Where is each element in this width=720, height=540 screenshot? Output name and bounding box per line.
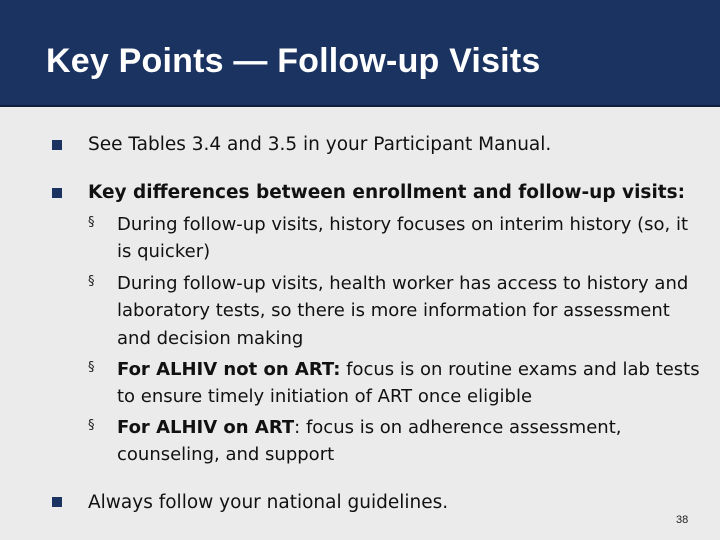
subitem-on-art-text: : focus is on adherence assessment, counseling, and support	[117, 417, 622, 466]
subitem-not-on-art-text: focus is on routine exams and lab tests to ensure timely initiation of ART once eligible	[117, 359, 700, 408]
sub-bullet-icon: §	[88, 360, 95, 375]
slide-title: Key Points — Follow-up Visits	[46, 42, 541, 80]
subitem-on-art-label: For ALHIV on ART	[117, 417, 295, 438]
page-number: 38	[676, 514, 689, 526]
bullet-key-differences: Key differences between enrollment and follow-up visits:	[88, 182, 686, 203]
bullet-tables-reference: See Tables 3.4 and 3.5 in your Participant Manual.	[88, 134, 552, 155]
sub-bullet-icon: §	[88, 215, 95, 230]
sub-bullet-icon: §	[88, 274, 95, 289]
square-bullet-icon	[52, 140, 62, 150]
subitem-on-art	[117, 414, 707, 469]
title-bar	[0, 0, 720, 107]
subitem-lab-tests: During follow-up visits, health worker has access to history and laboratory tests, so there is more information for assessment and decision making	[117, 273, 689, 349]
bullet-national-guidelines: Always follow your national guidelines.	[88, 492, 449, 513]
subitem-not-on-art	[117, 356, 707, 411]
subitem-not-on-art-label: For ALHIV not on ART:	[117, 359, 341, 380]
square-bullet-icon	[52, 497, 62, 507]
square-bullet-icon	[52, 188, 62, 198]
sub-bullet-icon: §	[88, 418, 95, 433]
subitem-interim-history: During follow-up visits, history focuses on interim history (so, it is quicker)	[117, 214, 688, 263]
